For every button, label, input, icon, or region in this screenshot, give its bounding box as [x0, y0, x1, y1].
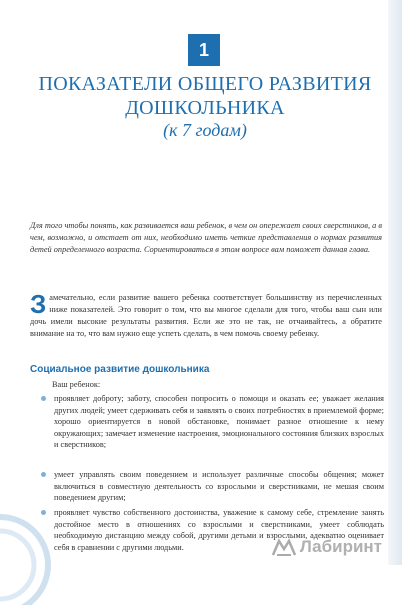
- labyrinth-logo-icon: [271, 537, 297, 557]
- list-item-text: проявляет чувство собственного достоинства, уважение к самому себе, стремление занять достойное место в отношениях со взрослыми и сверстниками, умеет соблюдать необходимую дистанцию между собой, другими детьми и взрослыми, адекватно оценивает себя в сравнении с другими людьми.: [54, 508, 384, 552]
- list-item: [54, 469, 384, 504]
- drop-cap: З: [30, 289, 47, 319]
- section-heading: Социальное развитие дошкольника: [30, 364, 210, 375]
- list-item: [54, 393, 384, 451]
- page-subtitle: (к 7 годам): [163, 120, 247, 140]
- bullet-icon: [41, 472, 46, 477]
- title-line-1: ПОКАЗАТЕЛИ ОБЩЕГО РАЗВИТИЯ: [38, 73, 372, 95]
- page-edge: [388, 0, 402, 565]
- lead-paragraph: [30, 289, 382, 340]
- title-line-2: ДОШКОЛЬНИКА: [125, 97, 285, 119]
- chapter-number: 1: [188, 34, 220, 66]
- bullet-icon: [41, 510, 46, 515]
- list-item-text: проявляет доброту; заботу, способен попросить о помощи и оказать ее; уважает желания других людей; умеет сдерживать себя и заявлять о своих потребностях в приемлемой форме; хорошо ориентируется в новой обстановке, понимает разное отношение к нему окружающих; замечает изменение настроения, эмоционального состояния близких взрослых и сверстников;: [54, 394, 384, 449]
- page-title: [20, 72, 390, 120]
- list-item-text: умеет управлять своим поведением и использует различные способы общения; может включиться в совместную деятельность со взрослыми и сверстниками, не мешая своим поведением другим;: [54, 470, 384, 502]
- lead-text: амечательно, если развитие вашего ребенка соответствует большинству из перечисленных ниже показателей. Это говорит о том, что вы многое сделали для того, чтобы ваш сын или дочь имели высокие результаты развития. Если же это не так, не отчаивайтесь, а обратите внимание на то, что вам нужно еще успеть сделать, в чем помочь своему ребенку.: [30, 293, 382, 338]
- bullet-icon: [41, 396, 46, 401]
- watermark: [271, 537, 382, 557]
- list-intro: Ваш ребенок:: [52, 380, 101, 389]
- intro-paragraph: Для того чтобы понять, как развивается ваш ребенок, в чем он опережает своих сверстников, а в чем, возможно, и отстает от них, необходимо иметь четкие представления о нормах развития детей определенного возраста. Сориентироваться в этом вопросе вам поможет данная глава.: [30, 221, 382, 254]
- watermark-text: Лабиринт: [299, 537, 382, 556]
